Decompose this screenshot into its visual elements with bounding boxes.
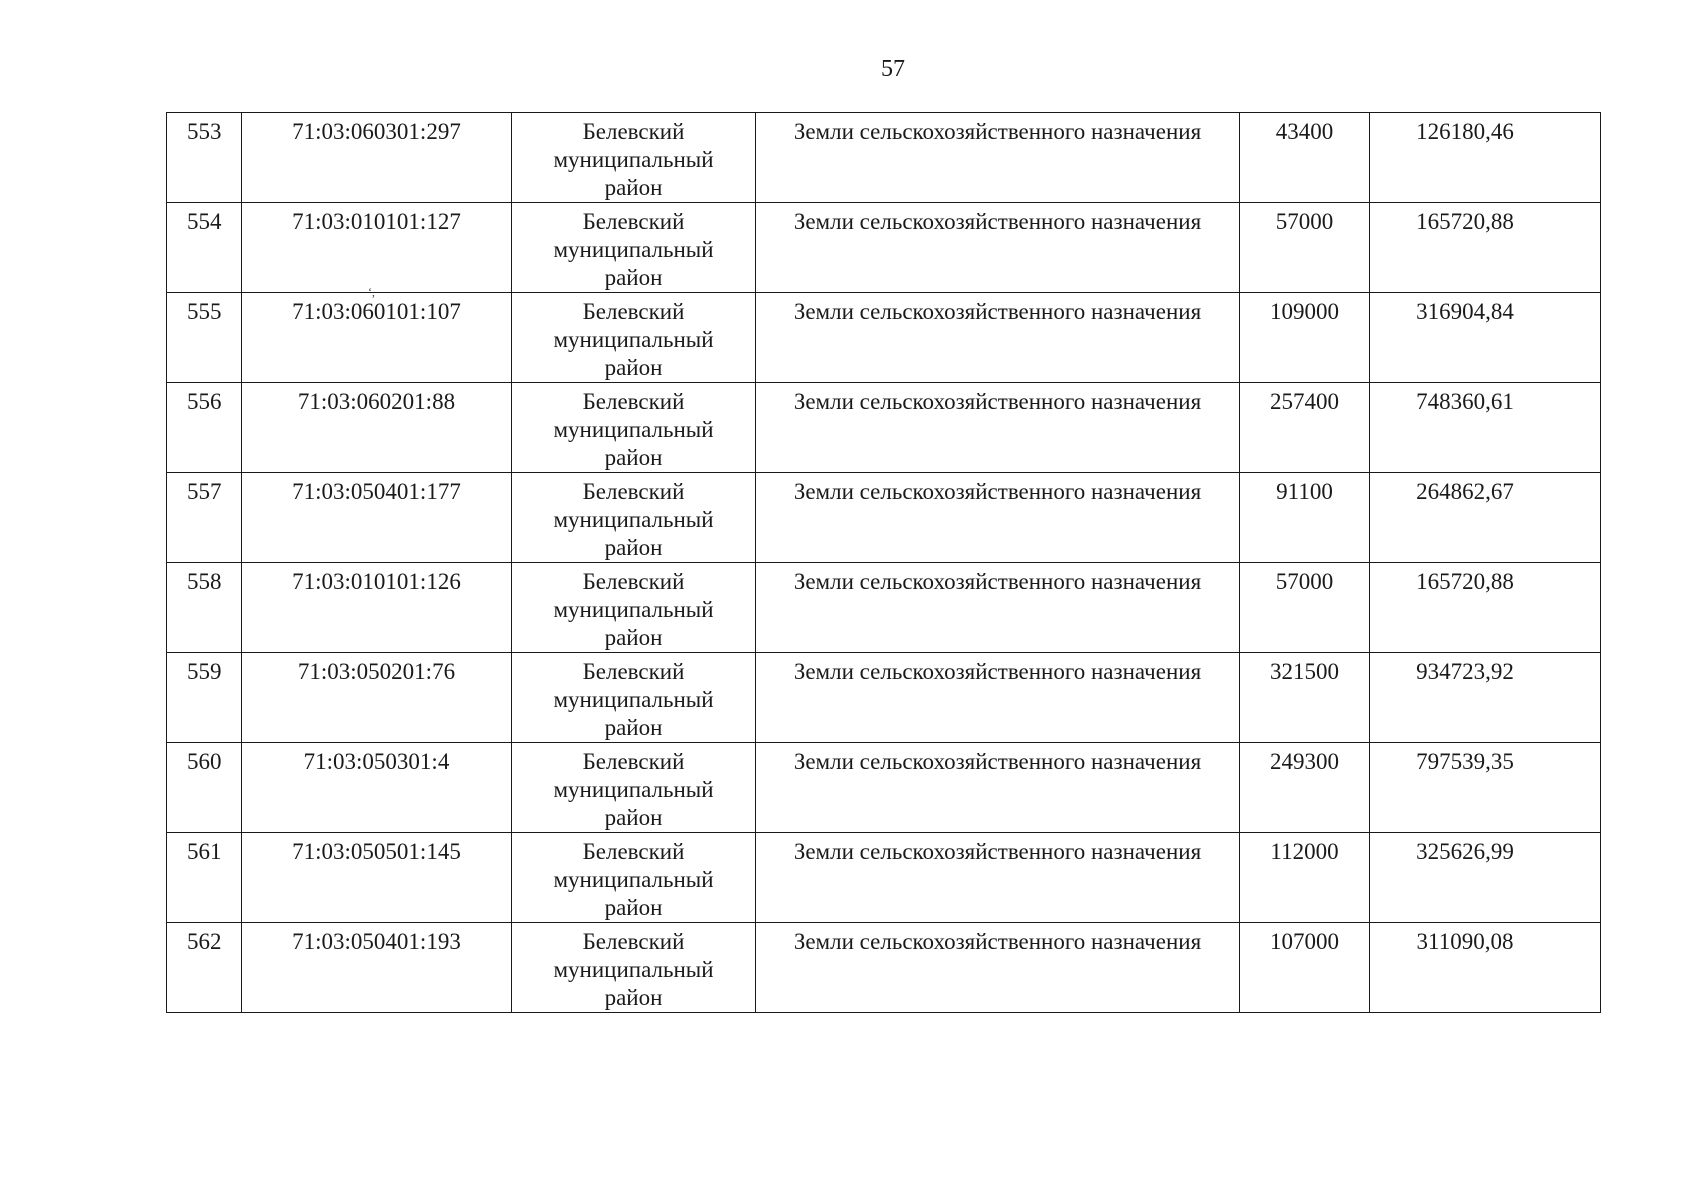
row-number: 555 (167, 293, 242, 383)
municipality-line: муниципальный (553, 687, 714, 712)
row-number: 556 (167, 383, 242, 473)
table-row (167, 833, 1601, 923)
area: 57000 (1240, 563, 1370, 653)
municipality-line: Белевский (582, 389, 685, 414)
row-number: 553 (167, 113, 242, 203)
municipality-line: муниципальный (553, 957, 714, 982)
cadastral-number: 71:03:010101:127 (242, 203, 512, 293)
municipality-line: Белевский (582, 569, 685, 594)
municipality (512, 473, 756, 563)
row-number: 557 (167, 473, 242, 563)
cadastral-number: 71:03:050401:177 (242, 473, 512, 563)
land-category: Земли сельскохозяйственного назначения (756, 923, 1240, 1013)
municipality (512, 833, 756, 923)
cadastral-value: 316904,84 (1370, 293, 1601, 383)
municipality-line: Белевский (582, 929, 685, 954)
area: 91100 (1240, 473, 1370, 563)
area: 112000 (1240, 833, 1370, 923)
table-row (167, 293, 1601, 383)
municipality-line: район (604, 265, 663, 290)
scan-artifact: ‘, (368, 285, 375, 299)
cadastral-value: 165720,88 (1370, 563, 1601, 653)
municipality-line: муниципальный (553, 777, 714, 802)
cadastral-number: 71:03:050401:193 (242, 923, 512, 1013)
row-number: 554 (167, 203, 242, 293)
row-number: 560 (167, 743, 242, 833)
cadastral-value: 126180,46 (1370, 113, 1601, 203)
municipality-line: Белевский (582, 209, 685, 234)
area: 321500 (1240, 653, 1370, 743)
row-number: 559 (167, 653, 242, 743)
municipality-line: район (604, 355, 663, 380)
table-row (167, 473, 1601, 563)
cadastral-value: 325626,99 (1370, 833, 1601, 923)
municipality-line: район (604, 535, 663, 560)
cadastral-number: 71:03:010101:126 (242, 563, 512, 653)
cadastral-value: 264862,67 (1370, 473, 1601, 563)
municipality-line: район (604, 445, 663, 470)
municipality-line: муниципальный (553, 597, 714, 622)
municipality-line: Белевский (582, 119, 685, 144)
cadastral-number: 71:03:060201:88 (242, 383, 512, 473)
page-number: 57 (881, 56, 905, 82)
municipality-line: муниципальный (553, 507, 714, 532)
municipality (512, 113, 756, 203)
table-row (167, 563, 1601, 653)
cadastral-number: 71:03:060101:107 (242, 293, 512, 383)
municipality-line: муниципальный (553, 147, 714, 172)
municipality (512, 383, 756, 473)
land-category: Земли сельскохозяйственного назначения (756, 293, 1240, 383)
row-number: 558 (167, 563, 242, 653)
land-category: Земли сельскохозяйственного назначения (756, 113, 1240, 203)
municipality-line: район (604, 805, 663, 830)
municipality-line: Белевский (582, 479, 685, 504)
land-category: Земли сельскохозяйственного назначения (756, 203, 1240, 293)
municipality-line: Белевский (582, 659, 685, 684)
table-row (167, 653, 1601, 743)
land-category: Земли сельскохозяйственного назначения (756, 563, 1240, 653)
municipality-line: район (604, 895, 663, 920)
table-row (167, 923, 1601, 1013)
municipality (512, 563, 756, 653)
municipality-line: район (604, 985, 663, 1010)
municipality (512, 743, 756, 833)
land-category: Земли сельскохозяйственного назначения (756, 383, 1240, 473)
cadastral-number: 71:03:050201:76 (242, 653, 512, 743)
land-category: Земли сельскохозяйственного назначения (756, 833, 1240, 923)
municipality (512, 293, 756, 383)
table-row (167, 743, 1601, 833)
table-row (167, 113, 1601, 203)
municipality-line: муниципальный (553, 327, 714, 352)
municipality-line: Белевский (582, 839, 685, 864)
cadastral-value: 165720,88 (1370, 203, 1601, 293)
land-registry-table (166, 112, 1601, 1013)
area: 107000 (1240, 923, 1370, 1013)
cadastral-number: 71:03:050501:145 (242, 833, 512, 923)
table-row (167, 203, 1601, 293)
cadastral-value: 311090,08 (1370, 923, 1601, 1013)
municipality-line: муниципальный (553, 417, 714, 442)
municipality-line: район (604, 175, 663, 200)
row-number: 562 (167, 923, 242, 1013)
area: 249300 (1240, 743, 1370, 833)
municipality-line: муниципальный (553, 867, 714, 892)
municipality-line: Белевский (582, 749, 685, 774)
area: 57000 (1240, 203, 1370, 293)
area: 43400 (1240, 113, 1370, 203)
table-row (167, 383, 1601, 473)
area: 257400 (1240, 383, 1370, 473)
land-category: Земли сельскохозяйственного назначения (756, 473, 1240, 563)
municipality (512, 923, 756, 1013)
municipality (512, 203, 756, 293)
cadastral-value: 797539,35 (1370, 743, 1601, 833)
row-number: 561 (167, 833, 242, 923)
municipality-line: муниципальный (553, 237, 714, 262)
land-category: Земли сельскохозяйственного назначения (756, 653, 1240, 743)
municipality-line: район (604, 715, 663, 740)
cadastral-value: 748360,61 (1370, 383, 1601, 473)
land-category: Земли сельскохозяйственного назначения (756, 743, 1240, 833)
cadastral-number: 71:03:050301:4 (242, 743, 512, 833)
area: 109000 (1240, 293, 1370, 383)
municipality-line: Белевский (582, 299, 685, 324)
municipality (512, 653, 756, 743)
cadastral-value: 934723,92 (1370, 653, 1601, 743)
cadastral-number: 71:03:060301:297 (242, 113, 512, 203)
municipality-line: район (604, 625, 663, 650)
